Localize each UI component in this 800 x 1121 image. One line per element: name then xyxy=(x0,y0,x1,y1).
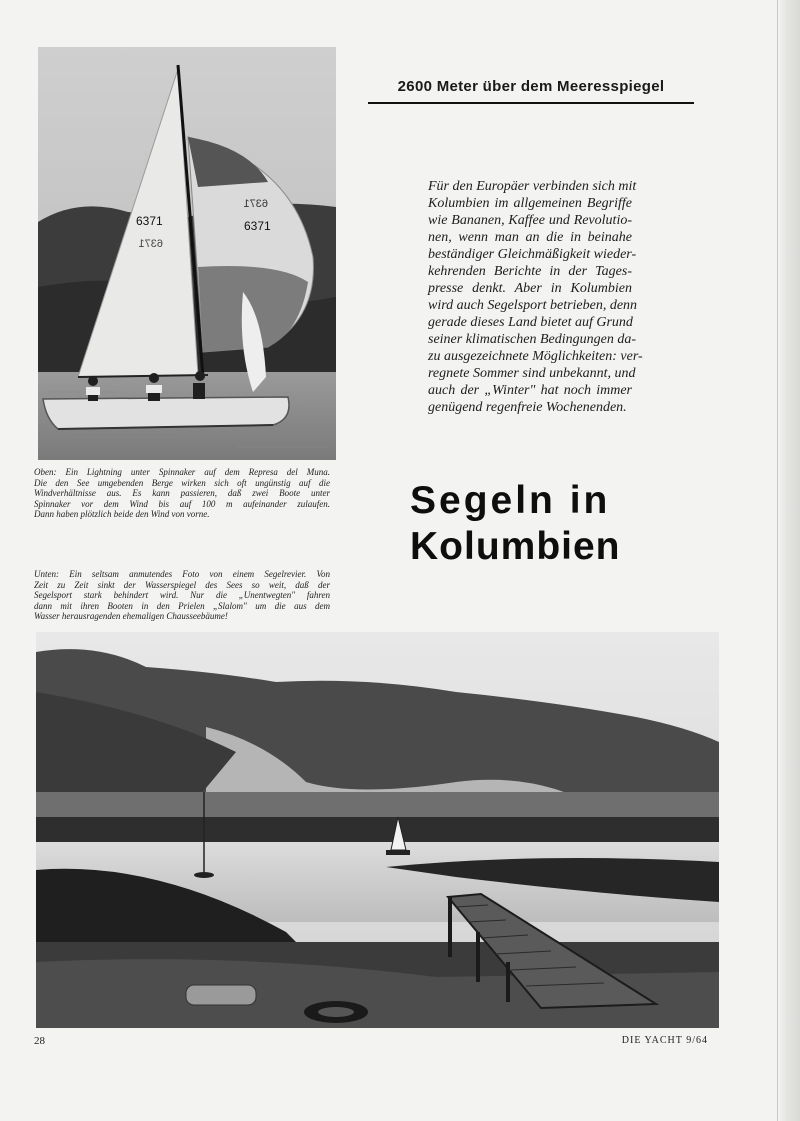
caption-line: Die den See umgebenden Berge wirken sich oft ungünstig auf die xyxy=(34,477,330,488)
intro-line: gerade dieses Land bietet auf Grund xyxy=(428,315,633,330)
caption-bottom xyxy=(34,569,330,622)
intro-line: zu ausgezeichnete Möglichkeiten: ver- xyxy=(428,349,643,364)
spinnaker-sail-number-mirrored: 6371 xyxy=(243,198,268,210)
caption-line: Spinnaker vor dem Wind bis auf 100 m aufeinander zulaufen. xyxy=(34,498,330,509)
caption-line: Unten: Ein seltsam anmutendes Foto von einem Segelrevier. Von xyxy=(34,569,330,579)
title-line-1: Segeln in xyxy=(410,479,611,522)
intro-line: presse denkt. Aber in Kolumbien xyxy=(428,281,632,296)
spinnaker-sail-number: 6371 xyxy=(244,219,271,233)
caption-line: dann mit ihren Booten in den Prielen „Slalom" um die aus dem xyxy=(34,600,330,611)
caption-line: Windverhältnisse aus. Es kann passieren, daß zwei Boote unter xyxy=(34,488,330,499)
intro-line: regnete Sommer sind unbekannt, und xyxy=(428,366,636,381)
intro-line: wird auch Segelsport betrieben, denn xyxy=(428,298,638,313)
intro-line: wie Bananen, Kaffee und Revolutio- xyxy=(428,213,632,228)
intro-line: genügend regenfreie Wochenenden. xyxy=(428,400,627,415)
intro-line: auch der „Winter" hat noch immer xyxy=(428,383,632,398)
caption-line: Oben: Ein Lightning unter Spinnaker auf dem Represa del Muna. xyxy=(34,467,330,477)
intro-line: seiner klimatischen Bedingungen da- xyxy=(428,332,637,347)
caption-top xyxy=(34,467,330,520)
intro-line: Für den Europäer verbinden sich mit xyxy=(428,179,637,194)
article-subheading: 2600 Meter über dem Meeresspiegel xyxy=(368,78,694,104)
jib-sail-number: 6371 xyxy=(136,214,163,228)
caption-line: Wasser herausragenden ehemaligen Chausseebäume! xyxy=(34,611,228,622)
article-intro xyxy=(428,178,643,416)
intro-line: kehrenden Berichte in der Tages- xyxy=(428,264,632,279)
caption-line: Zeit zu Zeit sinkt der Wasserspiegel des Sees so weit, daß der xyxy=(34,579,330,590)
intro-line: nen, wenn man an die in beinahe xyxy=(428,230,632,245)
article-title xyxy=(410,478,621,570)
page-edge xyxy=(777,0,800,1121)
intro-line: beständiger Gleichmäßigkeit wieder- xyxy=(428,247,637,262)
lake-photo xyxy=(36,632,719,1028)
sailboat-photo xyxy=(38,47,336,460)
intro-line: Kolumbien im allgemeinen Begriffe xyxy=(428,196,632,211)
jib-sail-number-mirrored: 6371 xyxy=(138,238,163,250)
title-line-2: Kolumbien xyxy=(410,525,621,568)
caption-line: Segelsport stark behindert wird. Nur die „Unentwegten" fahren xyxy=(34,590,330,601)
caption-line: Dann haben plötzlich beide den Wind von vorne. xyxy=(34,509,210,520)
magazine-issue: DIE YACHT 9/64 xyxy=(621,1035,708,1046)
page-number: 28 xyxy=(34,1035,45,1047)
